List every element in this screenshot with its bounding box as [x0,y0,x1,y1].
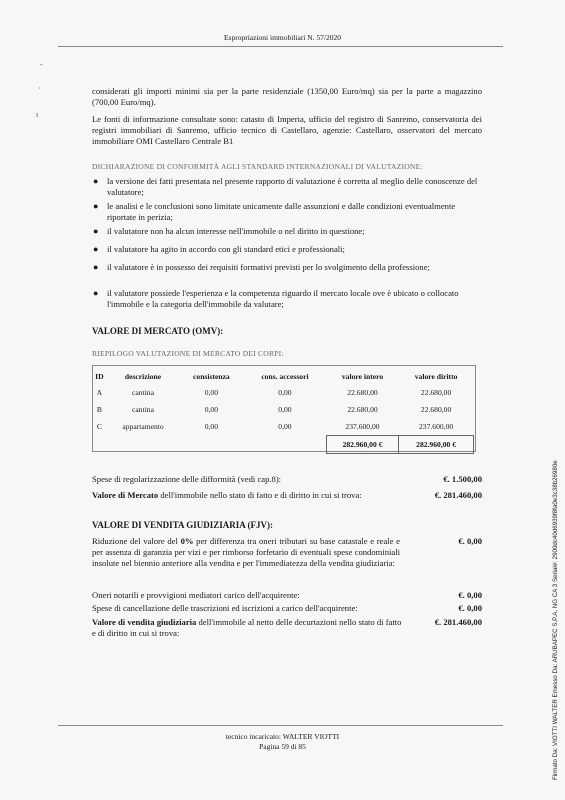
col-cons-accessori: cons. accessori [261,372,309,381]
riepilogo-title: RIEPILOGO VALUTAZIONE DI MERCATO DEI CORPI: [92,349,284,358]
page-header: Espropriazioni immobiliari N. 57/2020 [223,33,342,42]
fjv-heading: VALORE DI VENDITA GIUDIZIARIA (FJV): [92,520,274,530]
col-valore-diritto: valore diritto [414,372,458,381]
col-descrizione: descrizione [124,372,162,381]
bullet-icon: ● [93,201,99,211]
margin-mark: · [38,84,41,93]
valuation-table [92,369,474,454]
bullet-icon: ● [93,244,99,254]
margin-mark: - [40,60,43,69]
total-valore-diritto: 282.960,00 € [399,436,474,454]
col-id: ID [95,372,104,381]
valore-vendita-row: Valore di vendita giudiziaria dell'immobile al netto delle decurtazioni nello stato di fatto e di diritto in cui si trova: €. 281.460,00 [92,617,482,638]
omv-heading: VALORE DI MERCATO (OMV): [92,326,224,336]
riduzione-row: Riduzione del valore del 0% per differenza tra oneri tributari su base catastale e reale e per assenza di garanzia per vizi e per rimborso forfetario di eventuali spese condominiali insolute nel biennio anteriore alla vendita e per l'immediatezza della vendita giudiziaria: €. 0,00 [92,536,482,568]
bullet-icon: ● [93,176,99,186]
bullet-item: ● la versione dei fatti presentata nel presente rapporto di valutazione è corretta al meglio delle conoscenze del valutatore; [93,176,478,197]
footer-page-number: Pagina 59 di 85 [259,742,306,751]
bullet-icon: ● [93,288,99,298]
bullet-item: ● il valutatore è in possesso dei requisiti formativi previsti per lo svolgimento della professione; [93,262,430,272]
bullet-icon: ● [93,226,99,236]
bullet-icon: ● [93,262,99,272]
col-valore-intero: valore intero [341,372,384,381]
total-valore-intero: 282.960,00 € [326,436,398,454]
digital-signature-strip [552,420,562,780]
bullet-item: ● il valutatore non ha alcun interesse nell'immobile o nel diritto in questione; [93,226,365,236]
bullet-item: ● il valutatore ha agito in accordo con gli standard etici e professionali; [93,244,345,254]
table-row: C appartamento 0,00 0,00 237.600,00 237.600,00 [96,422,454,432]
footer-tecnico: tecnico incaricato: WALTER VIOTTI [225,732,340,741]
col-consistenza: consistenza [193,372,230,381]
table-row: A cantina 0,00 0,00 22.680,00 22.680,00 [96,388,452,397]
footer-divider [58,725,503,726]
bullet-item: ● il valutatore possiede l'esperienza e la competenza riguardo il mercato locale ove è ubicato o collocato l'immobile e la categoria dell'immobile da valutare; [93,288,459,309]
intro-paragraph-1: considerati gli importi minimi sia per la parte residenziale (1350,00 Euro/mq) sia per la parte a magazzino (700,00 Euro/mq). [92,86,482,107]
bullet-item: ● le analisi e le conclusioni sono limitate unicamente dalle assunzioni e dalle condizioni eventualmente riportate in perizia; [93,201,456,222]
dichiarazione-title: DICHIARAZIONE DI CONFORMITÀ AGLI STANDARD INTERNAZIONALI DI VALUTAZIONE: [92,162,423,171]
digital-signature-text: Firmato Da: VIOTTI WALTER Emesso Da: ARUBAPEC S.P.A. NG CA 3 Serial#: 2900dc40d6939f8fa0e3c38b26980e [552,460,559,780]
table-row: B cantina 0,00 0,00 22.680,00 22.680,00 [96,405,452,414]
table-header-row [92,369,474,384]
margin-mark: ı [36,110,39,119]
table-total-row [92,436,474,454]
header-divider [58,46,503,47]
intro-paragraph-2: Le fonti di informazione consultate sono: catasto di Imperia, ufficio del registro di Sanremo, conservatoria dei registri immobiliari di Sanremo, ufficio tecnico di Castellaro, agenzie: Castellaro, osservatori del mercato immobiliare OMI Castellaro Centrale B1 [92,114,482,146]
